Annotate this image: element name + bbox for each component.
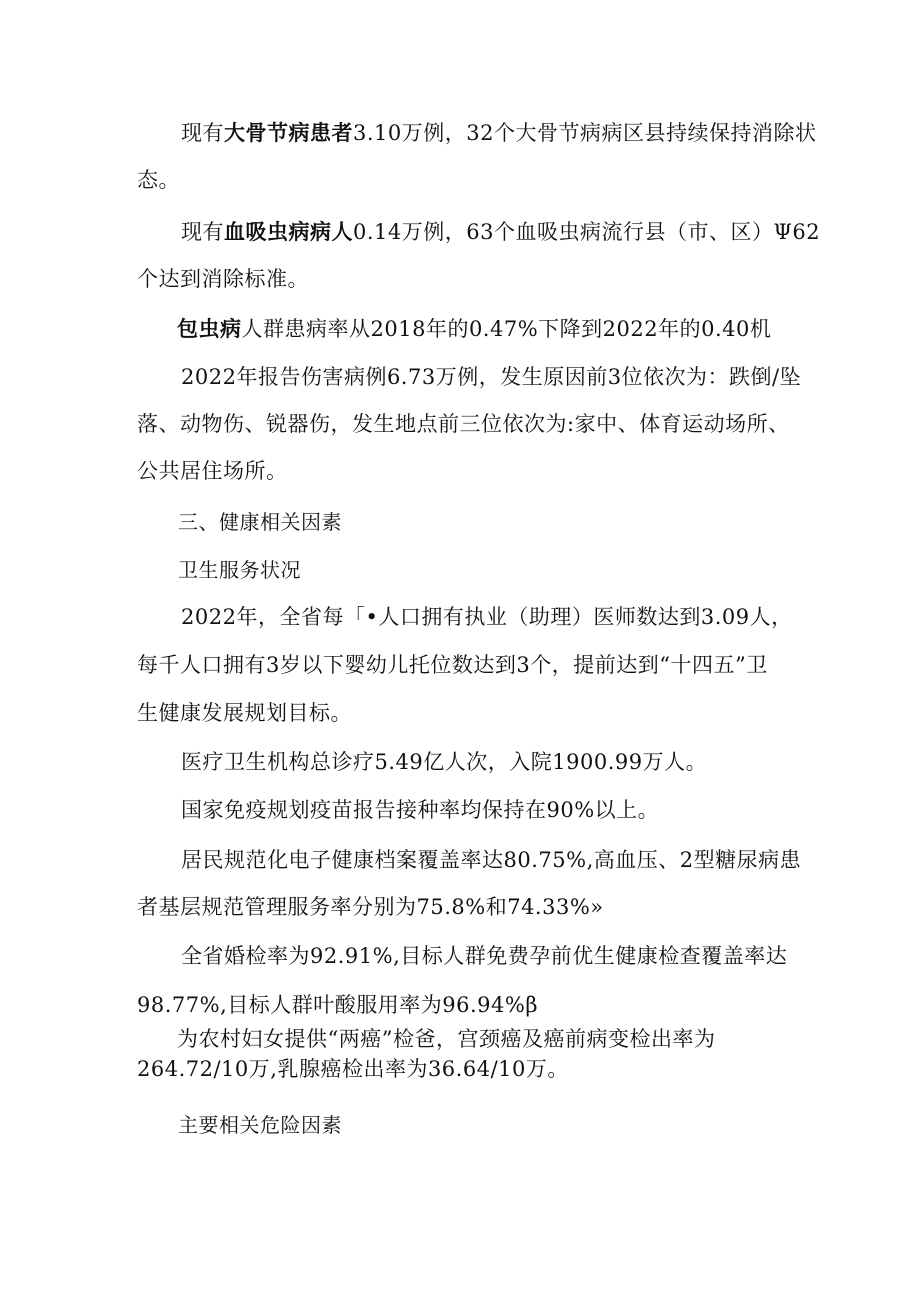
paragraph-visits: 医疗卫生机构总诊疗5.49亿人次，入院1900.99万人。 <box>181 750 708 774</box>
term-schistosomiasis: 血吸虫病病人 <box>224 220 353 244</box>
paragraph-injury-line-2: 落、动物伤、锐器伤，发生地点前三位依次为:家中、体育运动场所、 <box>137 412 790 436</box>
term-echinococcosis: 包虫病 <box>177 317 242 341</box>
paragraph-cancer-screening-line-2: 264.72/10万,乳腺癌检出率为36.64/10万。 <box>137 1057 569 1081</box>
paragraph-immunization: 国家免疫规划疫苗报告接种率均保持在90%以上。 <box>181 798 660 822</box>
paragraph-physicians-line-1: 2022年，全省每「•人口拥有执业（助理）医师数达到3.09人， <box>181 605 793 629</box>
text-prefix: 现有 <box>181 220 224 244</box>
paragraph-physicians-line-2: 每千人口拥有3岁以下婴幼儿托位数达到3个，提前达到“十四五”卫 <box>137 653 768 677</box>
term-kaschin-beck: 大骨节病患者 <box>224 121 353 145</box>
paragraph-injury-line-1: 2022年报告伤害病例6.73万例，发生原因前3位依次为：跌倒/坠 <box>181 365 802 389</box>
text-rest: 人群患病率从2018年的0.47%下降到2022年的0.40机 <box>241 317 772 341</box>
subheading-health-services: 卫生服务状况 <box>178 558 301 582</box>
text-rest: 3.10万例，32个大骨节病病区县持续保持消除状 <box>353 121 817 145</box>
subheading-risk-factors: 主要相关危险因素 <box>178 1113 342 1137</box>
paragraph-cancer-screening-line-1: 为农村妇女提供“两癌”检爸，宫颈癌及癌前病变检出率为 <box>177 1027 716 1051</box>
section-heading-health-factors: 三、健康相关因素 <box>178 510 342 534</box>
text-rest: 0.14万例，63个血吸虫病流行县（市、区）Ψ62 <box>353 220 821 244</box>
paragraph-schistosomiasis-line-1 <box>181 218 820 246</box>
paragraph-premarital-line-1: 全省婚检率为92.91%,目标人群免费孕前优生健康检查覆盖率达 <box>181 944 788 968</box>
paragraph-schistosomiasis-line-2: 个达到消除标准。 <box>137 267 309 291</box>
paragraph-premarital-line-2: 98.77%,目标人群叶酸服用率为96.94%β <box>137 993 538 1017</box>
paragraph-injury-line-3: 公共居住场所。 <box>137 459 288 483</box>
paragraph-health-records-line-2: 者基层规范管理服务率分别为75.8%和74.33%» <box>137 895 604 919</box>
paragraph-echinococcosis <box>177 315 771 343</box>
text-prefix: 现有 <box>181 121 224 145</box>
paragraph-physicians-line-3: 生健康发展规划目标。 <box>137 701 352 725</box>
paragraph-kaschin-beck-line-2: 态。 <box>137 168 180 192</box>
paragraph-health-records-line-1: 居民规范化电子健康档案覆盖率达80.75%,高血压、2型糖尿病患 <box>181 848 802 872</box>
paragraph-kaschin-beck-line-1 <box>181 119 816 147</box>
